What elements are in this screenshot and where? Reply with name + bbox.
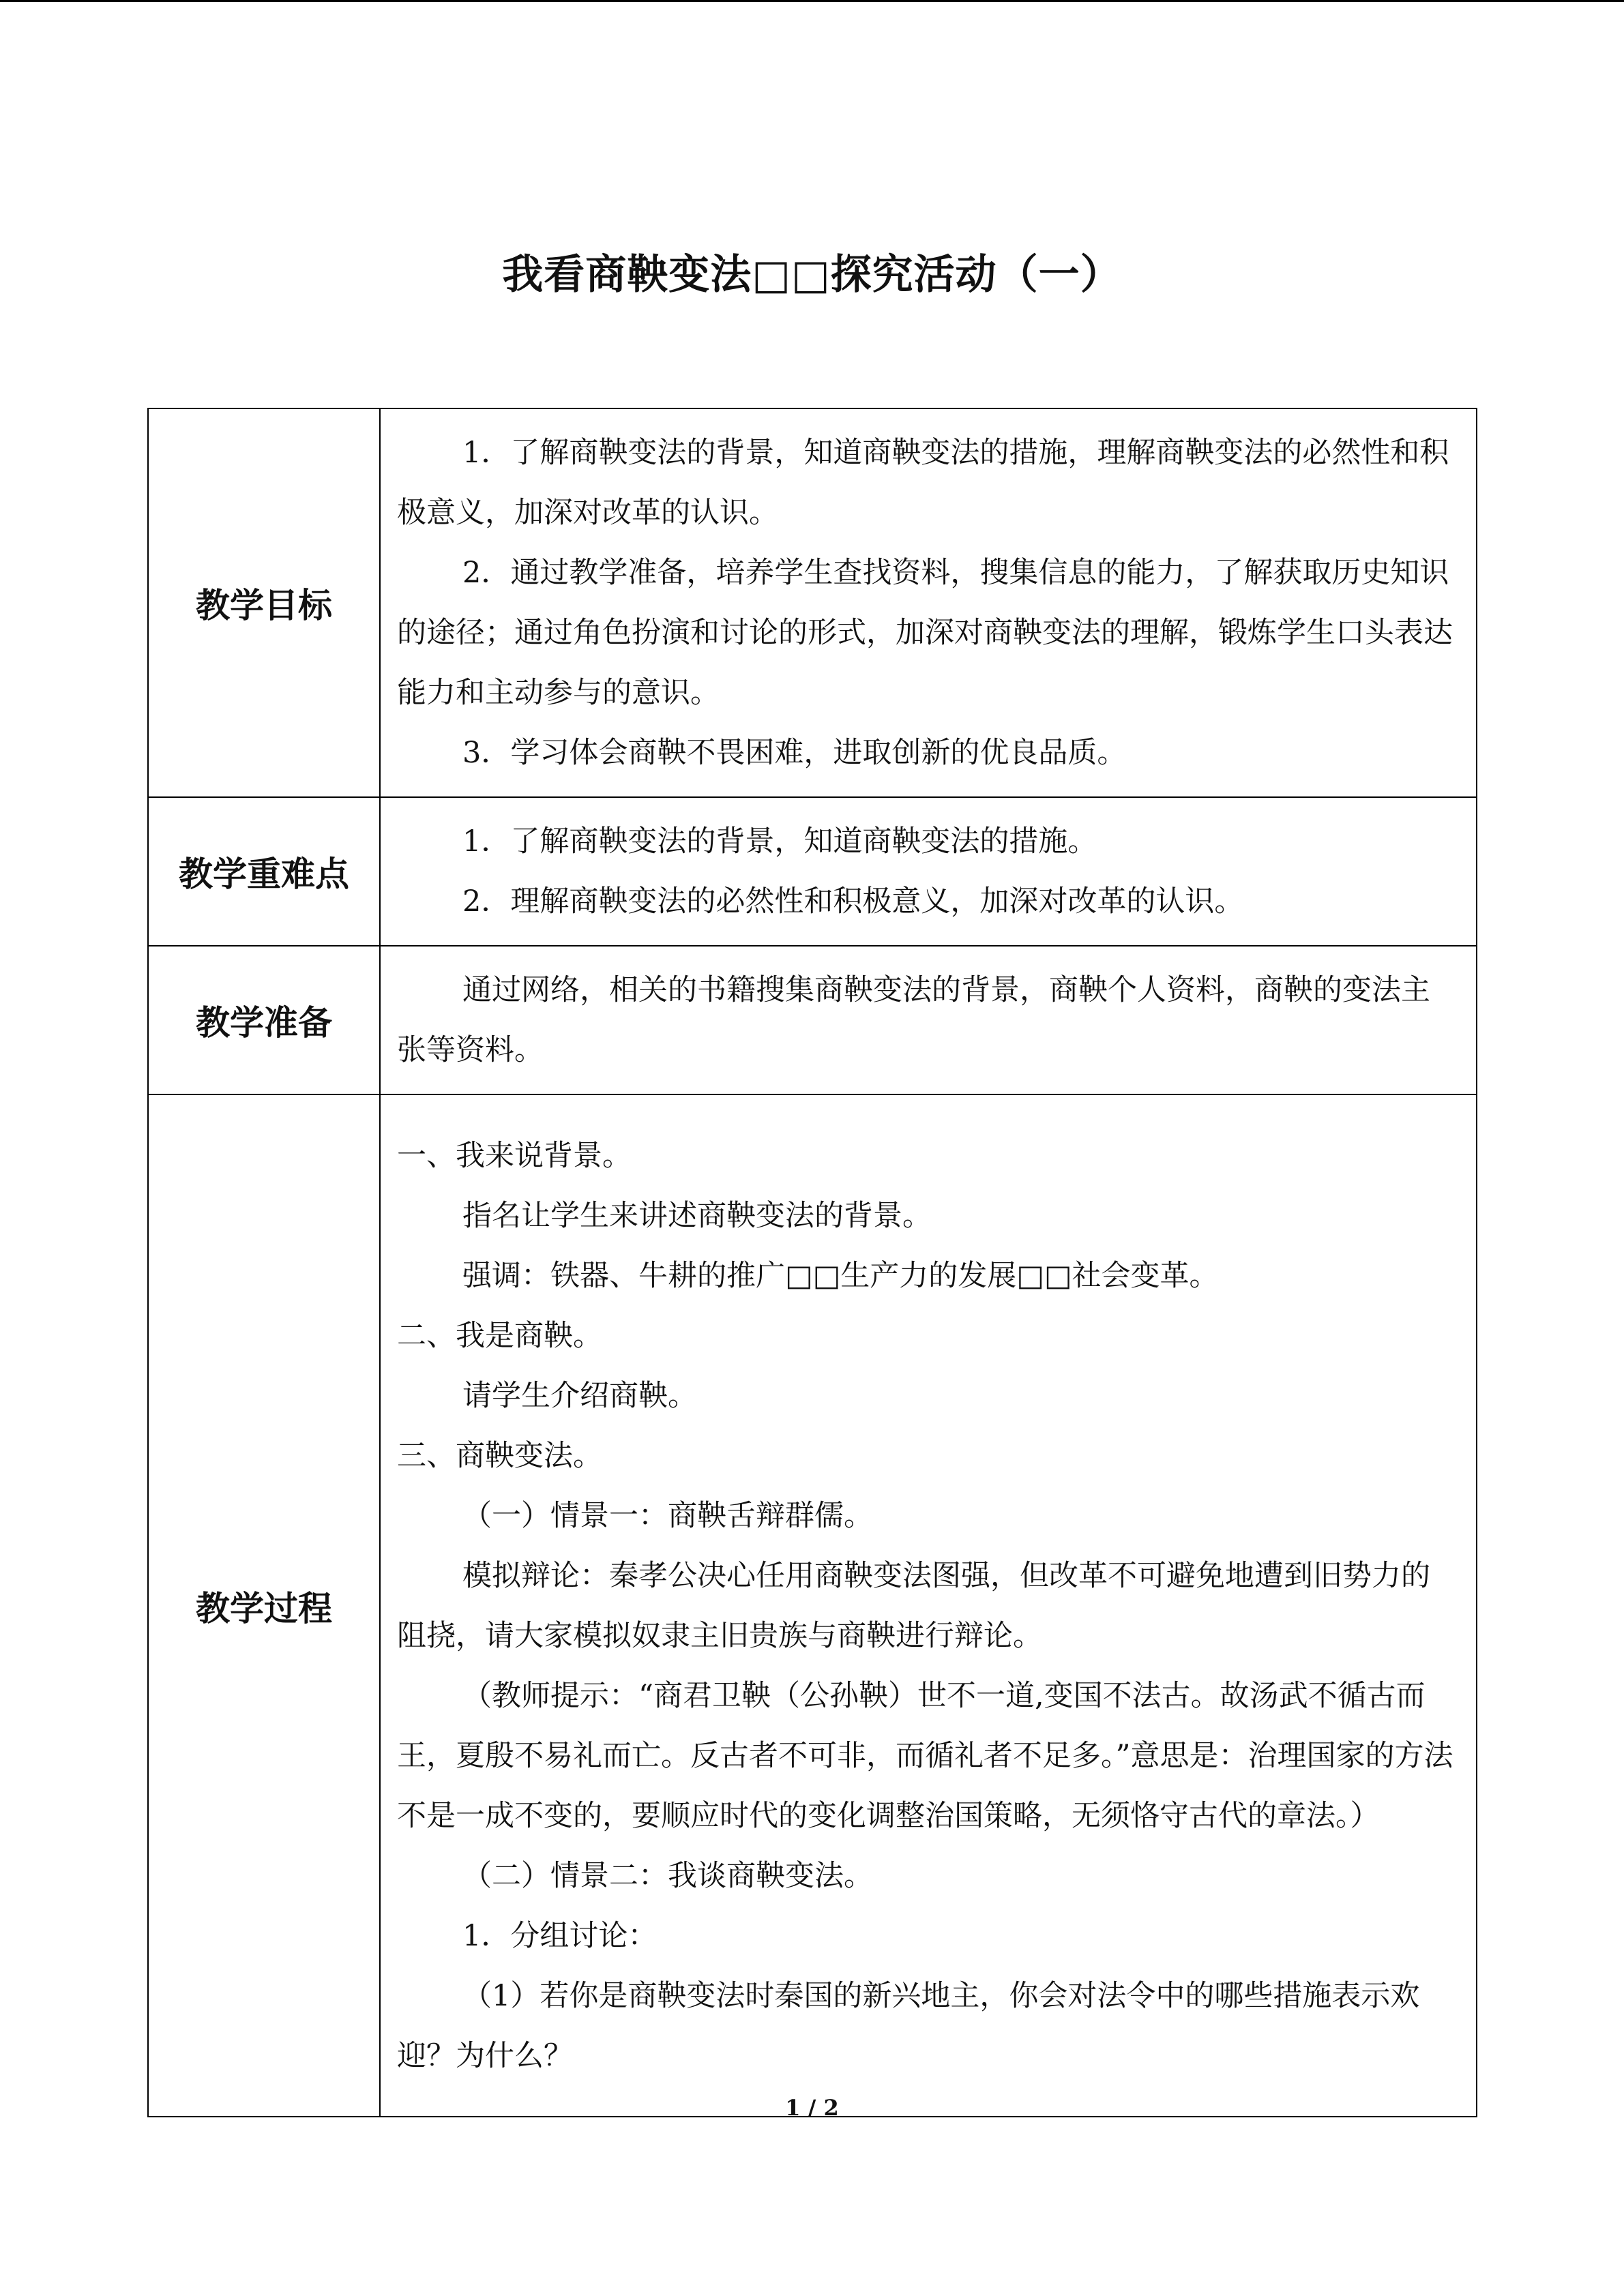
table-row-objectives [148,408,1477,797]
row-content-objectives [380,408,1477,797]
content-line: 模拟辩论：秦孝公决心任用商鞅变法图强，但改革不可避免地遭到旧势力的阻挠，请大家模拟奴隶主旧贵族与商鞅进行辩论。 [397,1558,1430,1653]
row-content-key-points [380,797,1477,946]
content-line: 请学生介绍商鞅。 [462,1378,697,1413]
content-line: 指名让学生来讲述商鞅变法的背景。 [462,1198,932,1233]
content-line: 3．学习体会商鞅不畏困难，进取创新的优良品质。 [462,736,1127,770]
content-line: 强调：铁器、牛耕的推广□□生产力的发展□□社会变革。 [462,1258,1219,1293]
content-line: 1．分组讨论： [462,1918,658,1953]
row-label-objectives: 教学目标 [148,408,380,797]
row-content-preparation [380,946,1477,1094]
row-label-preparation: 教学准备 [148,946,380,1094]
content-line: 三、商鞅变法。 [397,1438,602,1473]
row-label-key-points: 教学重难点 [148,797,380,946]
content-line: （教师提示：“商君卫鞅（公孙鞅）世不一道,变国不法古。故汤武不循古而王，夏殷不易礼而亡。反古者不可非，而循礼者不足多。”意思是：治理国家的方法不是一成不变的，要顺应时代的变化调整治国策略，无须恪守古代的章法。） [397,1678,1453,1833]
content-line: （1）若你是商鞅变法时秦国的新兴地主，你会对法令中的哪些措施表示欢迎？为什么？ [397,1978,1420,2073]
content-line: 2．通过教学准备，培养学生查找资料，搜集信息的能力，了解获取历史知识的途径；通过角色扮演和讨论的形式，加深对商鞅变法的理解，锻炼学生口头表达能力和主动参与的意识。 [397,556,1453,710]
content-line: （一）情景一：商鞅舌辩群儒。 [462,1498,873,1533]
top-border-line [0,0,1624,2]
content-line: 通过网络，相关的书籍搜集商鞅变法的背景，商鞅个人资料，商鞅的变法主张等资料。 [397,973,1430,1067]
document-title: 我看商鞅变法□□探究活动（一） [502,251,1122,299]
content-line: 1．了解商鞅变法的背景，知道商鞅变法的措施。 [462,824,1097,859]
table-row-preparation [148,946,1477,1094]
content-line: 一、我来说背景。 [397,1138,632,1173]
content-line: 1．了解商鞅变法的背景，知道商鞅变法的措施，理解商鞅变法的必然性和积极意义，加深对改革的认识。 [397,436,1449,530]
table-row-process [148,1094,1477,2117]
table-row-key-points [148,797,1477,946]
page-number: 1 / 2 [785,2095,839,2121]
content-line: （二）情景二：我谈商鞅变法。 [462,1858,873,1893]
content-line: 二、我是商鞅。 [397,1318,602,1353]
row-content-process [380,1094,1477,2117]
row-label-process: 教学过程 [148,1094,380,2117]
lesson-plan-table [147,408,1477,2117]
content-line: 2．理解商鞅变法的必然性和积极意义，加深对改革的认识。 [462,884,1244,919]
